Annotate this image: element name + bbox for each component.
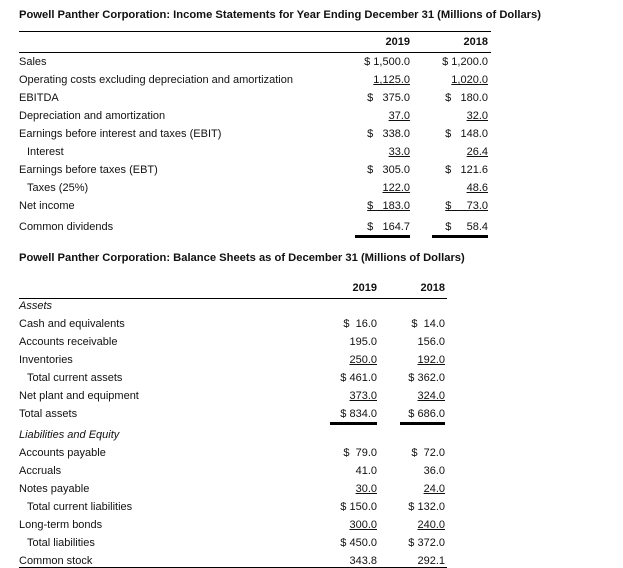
balance-section-heading: Assets bbox=[19, 300, 53, 312]
income-value-2018: 48.6 bbox=[466, 182, 488, 194]
balance-section-heading: Liabilities and Equity bbox=[19, 429, 120, 441]
income-row-label: Interest bbox=[27, 146, 64, 158]
income-value-2018: $ 121.6 bbox=[445, 164, 488, 176]
balance-col-2019: 2019 bbox=[352, 282, 377, 294]
balance-value-2018: $ 132.0 bbox=[408, 501, 445, 513]
income-value-2019: 33.0 bbox=[388, 146, 410, 158]
balance-row-label: Total current assets bbox=[27, 372, 123, 384]
income-col-2019: 2019 bbox=[385, 36, 410, 48]
balance-value-2019: 30.0 bbox=[355, 483, 377, 495]
income-header-rule bbox=[19, 52, 491, 53]
income-value-2018: $ 58.4 bbox=[432, 220, 488, 238]
income-value-2018: $ 148.0 bbox=[445, 128, 488, 140]
balance-row-label: Cash and equivalents bbox=[19, 318, 125, 330]
balance-value-2018: $ 362.0 bbox=[408, 372, 445, 384]
balance-value-2019: $ 461.0 bbox=[340, 372, 377, 384]
balance-row-label: Accruals bbox=[19, 465, 62, 477]
balance-row-label: Common stock bbox=[19, 555, 93, 567]
balance-value-2019: 41.0 bbox=[355, 465, 377, 477]
balance-col-2018: 2018 bbox=[420, 282, 445, 294]
balance-value-2018: 36.0 bbox=[423, 465, 445, 477]
income-value-2018: 32.0 bbox=[466, 110, 488, 122]
income-value-2018: $ 73.0 bbox=[445, 200, 488, 212]
income-row-label: Sales bbox=[19, 56, 47, 68]
balance-value-2019: 195.0 bbox=[349, 336, 377, 348]
income-row-label: Common dividends bbox=[19, 221, 114, 233]
balance-value-2018: $ 14.0 bbox=[411, 318, 445, 330]
income-value-2019: 122.0 bbox=[382, 182, 410, 194]
income-row-label: Earnings before taxes (EBT) bbox=[19, 164, 158, 176]
balance-value-2018: $ 72.0 bbox=[411, 447, 445, 459]
income-value-2019: $ 164.7 bbox=[355, 220, 410, 238]
income-value-2018: $ 1,200.0 bbox=[442, 56, 488, 68]
balance-row-label: Notes payable bbox=[19, 483, 90, 495]
income-value-2018: 1,020.0 bbox=[451, 74, 488, 86]
balance-value-2018: 240.0 bbox=[417, 519, 445, 531]
balance-value-2018: $ 372.0 bbox=[408, 537, 445, 549]
balance-value-2019: $ 79.0 bbox=[343, 447, 377, 459]
income-value-2019: 1,125.0 bbox=[373, 74, 410, 86]
income-value-2019: $ 1,500.0 bbox=[364, 56, 410, 68]
income-col-2018: 2018 bbox=[463, 36, 488, 48]
balance-value-2019: $ 450.0 bbox=[340, 537, 377, 549]
balance-value-2019: $ 150.0 bbox=[340, 501, 377, 513]
balance-value-2019: $ 834.0 bbox=[330, 407, 377, 425]
income-statement-title: Powell Panther Corporation: Income Statements for Year Ending December 31 (Millions of Dollars) bbox=[19, 9, 541, 21]
balance-value-2018: 324.0 bbox=[417, 390, 445, 402]
income-row-label: Operating costs excluding depreciation and amortization bbox=[19, 74, 293, 86]
income-value-2019: $ 375.0 bbox=[367, 92, 410, 104]
income-row-label: Depreciation and amortization bbox=[19, 110, 166, 122]
balance-row-label: Inventories bbox=[19, 354, 73, 366]
balance-row-label: Total assets bbox=[19, 408, 78, 420]
income-row-label: Net income bbox=[19, 200, 75, 212]
balance-row-label: Total current liabilities bbox=[27, 501, 133, 513]
balance-sheet-title: Powell Panther Corporation: Balance Sheets as of December 31 (Millions of Dollars) bbox=[19, 252, 465, 264]
balance-value-2019: 250.0 bbox=[349, 354, 377, 366]
income-value-2018: $ 180.0 bbox=[445, 92, 488, 104]
income-value-2019: $ 338.0 bbox=[367, 128, 410, 140]
balance-value-2019: $ 16.0 bbox=[343, 318, 377, 330]
income-value-2019: 37.0 bbox=[388, 110, 410, 122]
balance-row-label: Long-term bonds bbox=[19, 519, 103, 531]
income-value-2019: $ 183.0 bbox=[367, 200, 410, 212]
balance-row-label: Net plant and equipment bbox=[19, 390, 139, 402]
income-row-label: EBITDA bbox=[19, 92, 59, 104]
income-row-label: Earnings before interest and taxes (EBIT) bbox=[19, 128, 222, 140]
balance-value-2018: 292.1 bbox=[417, 555, 445, 567]
income-value-2018: 26.4 bbox=[466, 146, 488, 158]
balance-value-2018: $ 686.0 bbox=[400, 407, 445, 425]
income-row-label: Taxes (25%) bbox=[27, 182, 89, 194]
balance-value-2018: 156.0 bbox=[417, 336, 445, 348]
balance-row-label: Accounts receivable bbox=[19, 336, 118, 348]
income-value-2019: $ 305.0 bbox=[367, 164, 410, 176]
income-top-rule bbox=[19, 31, 491, 32]
balance-value-2018: 192.0 bbox=[417, 354, 445, 366]
balance-row-label: Total liabilities bbox=[27, 537, 95, 549]
balance-value-2019: 343.8 bbox=[349, 555, 377, 567]
balance-value-2019: 300.0 bbox=[349, 519, 377, 531]
balance-header-rule bbox=[19, 298, 447, 299]
balance-value-2019: 373.0 bbox=[349, 390, 377, 402]
balance-row-label: Accounts payable bbox=[19, 447, 106, 459]
balance-value-2018: 24.0 bbox=[423, 483, 445, 495]
